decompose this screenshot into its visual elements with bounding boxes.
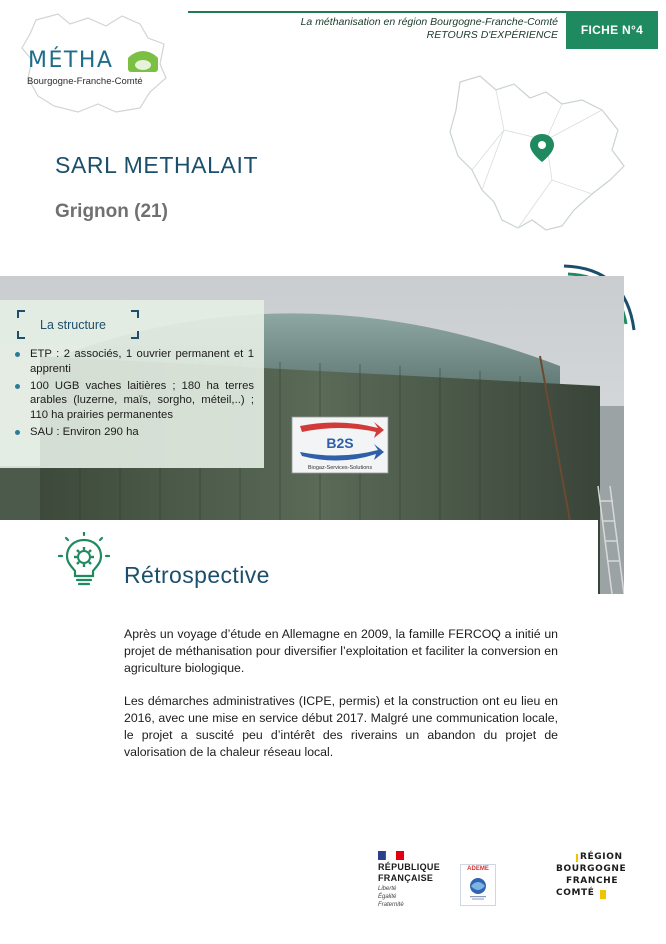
fiche-badge: FICHE N°4	[566, 11, 658, 49]
sign-subtext: Biogaz-Services-Solutions	[307, 465, 373, 471]
republique-flag-icon	[378, 851, 404, 860]
bullet	[15, 384, 20, 389]
lightbulb-gear-icon	[58, 532, 110, 588]
map-pin-icon	[530, 134, 554, 162]
region-logo	[556, 852, 634, 902]
list-item	[10, 425, 254, 440]
region-accent	[576, 854, 578, 862]
region-accent	[600, 890, 606, 899]
page-title: SARL METHALAIT	[55, 152, 259, 178]
republique-motto	[378, 885, 428, 909]
bullet	[15, 430, 20, 435]
bullet	[15, 352, 20, 357]
metha-logo-region: Bourgogne-Franche-Comté	[27, 76, 143, 87]
region-map	[442, 70, 630, 240]
motto-egalite: Égalité	[378, 894, 397, 900]
b2s-sign	[292, 417, 388, 473]
motto-liberte: Liberté	[378, 886, 397, 892]
retrospective-title: Rétrospective	[124, 562, 270, 588]
list-item-text: SAU : Environ 290 ha	[30, 425, 139, 438]
structure-title: La structure	[40, 318, 107, 332]
list-item-text: ETP : 2 associés, 1 ouvrier permanent et 1 apprenti	[30, 348, 254, 375]
list-item-text: 100 UGB vaches laitières ; 180 ha terres arables (luzerne, maïs, sorgho, méteil,..) ; 110 ha prairies permanentes	[30, 379, 254, 422]
bracket-bottom-right	[131, 331, 139, 339]
region-word: RÉGION	[580, 852, 623, 862]
bracket-top-right	[131, 310, 139, 318]
series-title: La méthanisation en région Bourgogne-Franche-Comté	[300, 16, 558, 28]
sign-text: B2S	[326, 435, 354, 451]
motto-fraternite: Fraternité	[378, 902, 404, 908]
region-word: FRANCHE	[566, 876, 619, 886]
header-rule	[188, 11, 566, 13]
paragraph: Les démarches administratives (ICPE, permis) et la construction ont eu lieu en 2016, avec une mise en service début 2017. Malgré une communication locale, le projet a suscité peu d’intérêt des riverains un abandon du projet de valorisation de la chaleur réseau local.	[124, 694, 558, 759]
list-item	[10, 379, 254, 423]
ademe-emblem	[467, 876, 489, 900]
location-subtitle: Grignon (21)	[55, 201, 168, 222]
structure-list	[10, 347, 254, 442]
republique-line1: RÉPUBLIQUE	[378, 862, 441, 872]
metha-logo-name: MÉTHA	[28, 48, 114, 73]
ademe-label: ADEME	[467, 866, 489, 872]
bracket-top-left	[17, 310, 25, 318]
region-word: COMTÉ	[556, 888, 595, 898]
series-subtitle: RETOURS D'EXPÉRIENCE	[426, 29, 558, 41]
list-item	[10, 347, 254, 377]
bracket-bottom-left	[17, 331, 25, 339]
region-word: BOURGOGNE	[556, 864, 627, 874]
paragraph: Après un voyage d’étude en Allemagne en 2009, la famille FERCOQ a initié un projet de méthanisation pour diversifier l’exploitation et faciliter la conversion en agriculture biologique.	[124, 627, 558, 675]
republique-line2: FRANÇAISE	[378, 873, 434, 883]
